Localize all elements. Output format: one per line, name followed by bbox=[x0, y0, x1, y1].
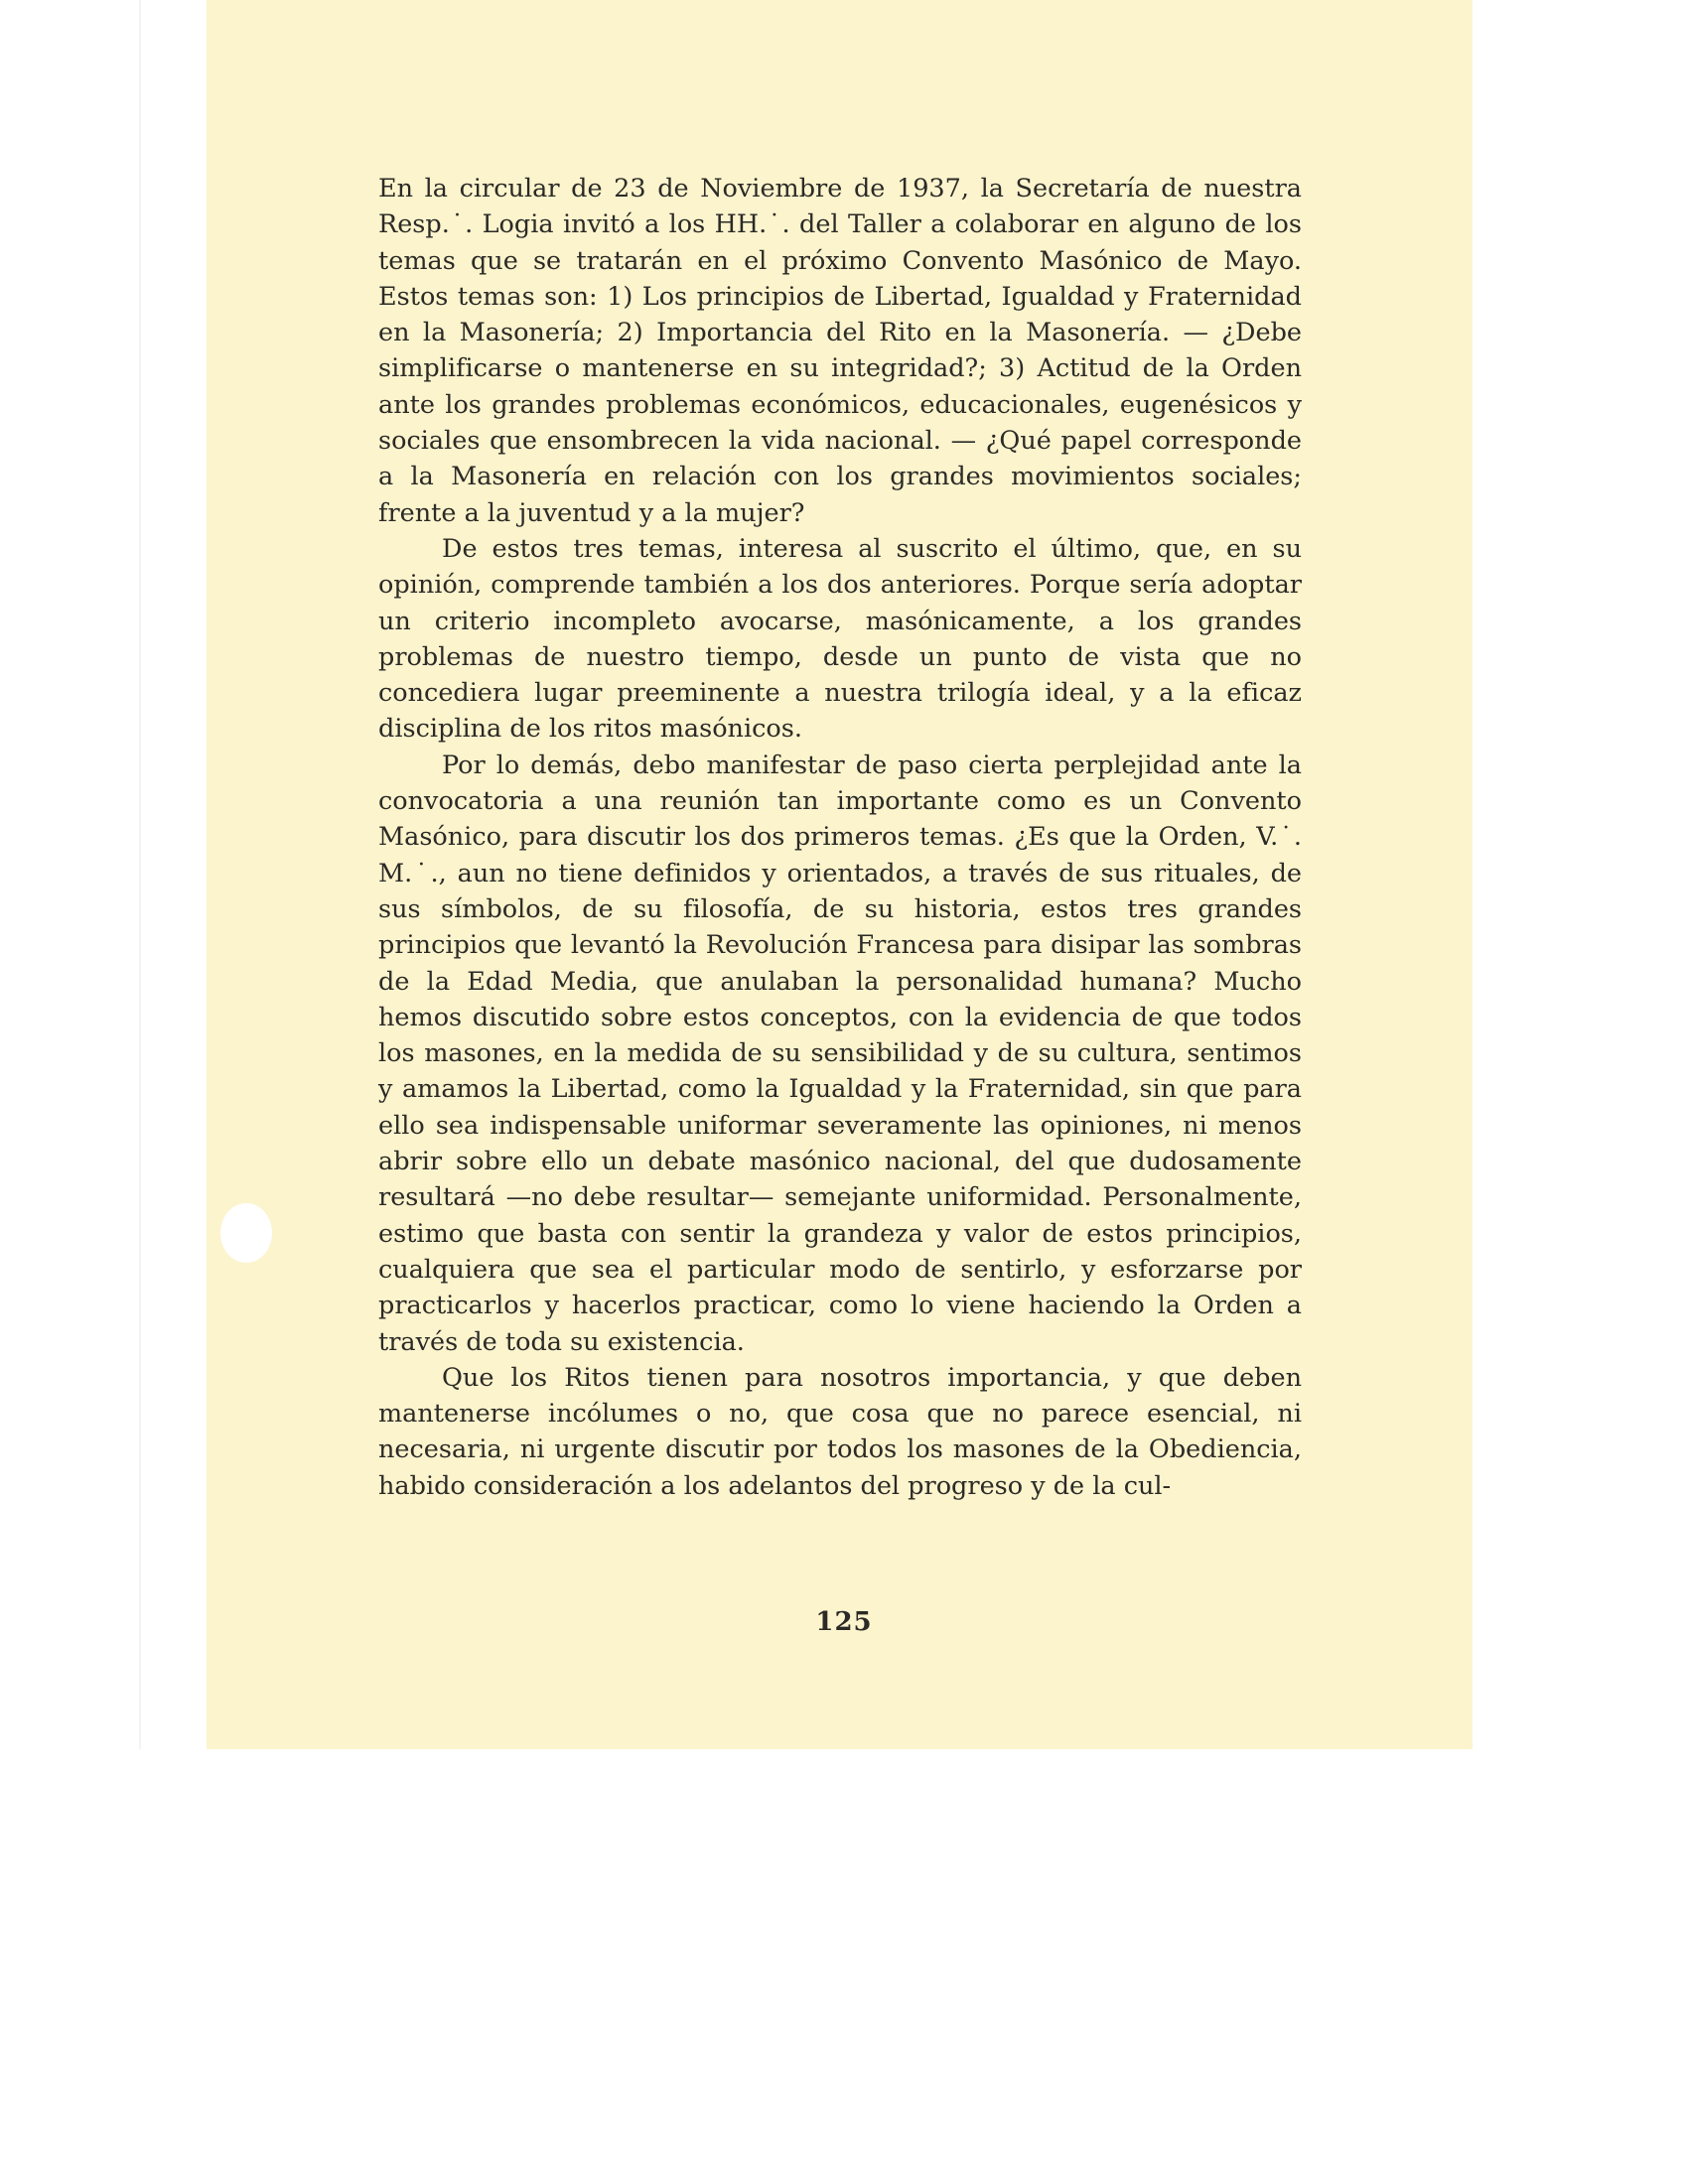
punch-hole bbox=[220, 1203, 272, 1263]
page-number: 125 bbox=[815, 1607, 873, 1637]
paragraph-2: De estos tres temas, interesa al suscrito el último, que, en su opinión, comprende también a los dos anteriores. Porque sería adoptar un criterio incompleto avocarse, masónicamente, a los grandes problemas de nuestro tiempo, desde un punto de vista que no concediera lugar preeminente a nuestra trilogía ideal, y a la eficaz disciplina de los ritos masónicos. bbox=[378, 533, 1302, 745]
body-text bbox=[378, 171, 1302, 1504]
scan-edge bbox=[139, 0, 141, 1749]
paragraph-1: En la circular de 23 de Noviembre de 1937, la Secretaría de nuestra Resp.˙. Logia invitó a los HH.˙. del Taller a colaborar en alguno de los temas que se tratarán en el próximo Convento Masónico de Mayo. Estos temas son: 1) Los principios de Libertad, Igualdad y Fraternidad en la Masonería; 2) Importancia del Rito en la Masonería. — ¿Debe simplificarse o mantenerse en su integridad?; 3) Actitud de la Orden ante los grandes problemas económicos, educacionales, eugenésicos y sociales que ensombrecen la vida nacional. — ¿Qué papel corresponde a la Masonería en relación con los grandes movimientos sociales; frente a la juventud y a la mujer? bbox=[378, 174, 1302, 528]
paragraph-4: Que los Ritos tienen para nosotros importancia, y que deben mantenerse incólumes o no, que cosa que no parece esencial, ni necesaria, ni urgente discutir por todos los masones de la Obediencia, habido consideración a los adelantos del progreso y de la cul- bbox=[378, 1362, 1302, 1501]
paragraph-3: Por lo demás, debo manifestar de paso cierta perplejidad ante la convocatoria a una reunión tan importante como es un Convento Masónico, para discutir los dos primeros temas. ¿Es que la Orden, V.˙. M.˙., aun no tiene definidos y orientados, a través de sus rituales, de sus símbolos, de su filosofía, de su historia, estos tres grandes principios que levantó la Revolución Francesa para disipar las sombras de la Edad Media, que anulaban la personalidad humana? Mucho hemos discutido sobre estos conceptos, con la evidencia de que todos los masones, en la medida de su sensibilidad y de su cultura, sentimos y amamos la Libertad, como la Igualdad y la Fraternidad, sin que para ello sea indispensable uniformar severamente las opiniones, ni menos abrir sobre ello un debate masónico nacional, del que dudosamente resultará —no debe resultar— semejante uniformidad. Personalmente, estimo que basta con sentir la grandeza y valor de estos principios, cualquiera que sea el particular modo de sentirlo, y esforzarse por practicarlos y hacerlos practicar, como lo viene haciendo la Orden a través de toda su existencia. bbox=[378, 750, 1302, 1357]
